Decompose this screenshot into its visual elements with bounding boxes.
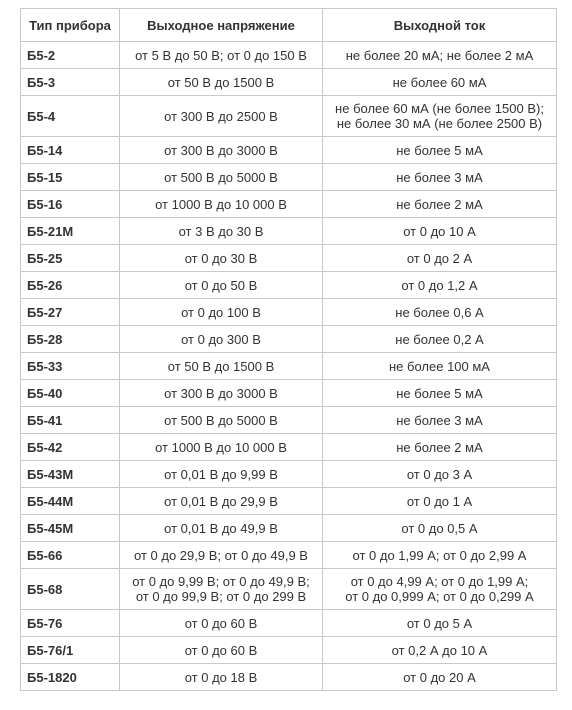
output-voltage-cell xyxy=(120,515,323,542)
output-voltage-cell xyxy=(120,245,323,272)
device-type-cell: Б5-1820 xyxy=(21,664,120,691)
output-current-cell xyxy=(323,542,557,569)
output-voltage-cell xyxy=(120,664,323,691)
table-row xyxy=(21,380,557,407)
device-type-cell: Б5-45М xyxy=(21,515,120,542)
table-row xyxy=(21,326,557,353)
device-type-cell: Б5-42 xyxy=(21,434,120,461)
voltage-line: от 3 В до 30 В xyxy=(178,223,264,239)
power-supply-table xyxy=(20,8,557,691)
voltage-line: от 0 до 30 В xyxy=(184,250,258,266)
output-voltage-cell xyxy=(120,569,323,610)
current-line: не более 3 мА xyxy=(396,169,483,185)
output-voltage-cell xyxy=(120,42,323,69)
voltage-line: от 0 до 60 В xyxy=(184,615,258,631)
current-line: от 0 до 5 А xyxy=(406,615,473,631)
device-type-cell: Б5-76 xyxy=(21,610,120,637)
output-voltage-cell xyxy=(120,434,323,461)
output-voltage-cell xyxy=(120,69,323,96)
current-line: не более 100 мА xyxy=(389,358,490,374)
device-type-cell: Б5-28 xyxy=(21,326,120,353)
header-device-type: Тип прибора xyxy=(21,9,120,42)
table-row xyxy=(21,434,557,461)
current-line: не более 2 мА xyxy=(396,439,483,455)
output-current-cell xyxy=(323,299,557,326)
current-line: не более 5 мА xyxy=(396,142,483,158)
voltage-line: от 1000 В до 10 000 В xyxy=(155,196,287,212)
table-row xyxy=(21,353,557,380)
current-line: не более 5 мА xyxy=(396,385,483,401)
device-type-cell: Б5-40 xyxy=(21,380,120,407)
voltage-line: от 0,01 В до 29,9 В xyxy=(164,493,278,509)
current-line: от 0 до 4,99 А; от 0 до 1,99 А; xyxy=(350,574,529,589)
current-line: от 0,2 А до 10 А xyxy=(391,642,488,658)
output-current-cell xyxy=(323,461,557,488)
current-line: не более 60 мА (не более 1500 В); xyxy=(335,101,544,116)
output-current-cell xyxy=(323,380,557,407)
voltage-line: от 5 В до 50 В; от 0 до 150 В xyxy=(135,47,307,63)
voltage-line: от 300 В до 2500 В xyxy=(164,108,278,124)
device-type-cell: Б5-33 xyxy=(21,353,120,380)
output-current-cell xyxy=(323,488,557,515)
table-row xyxy=(21,610,557,637)
current-line: не более 60 мА xyxy=(392,74,487,90)
output-voltage-cell xyxy=(120,407,323,434)
output-voltage-cell xyxy=(120,353,323,380)
output-current-cell xyxy=(323,407,557,434)
table-row xyxy=(21,137,557,164)
table-row xyxy=(21,164,557,191)
current-line: от 0 до 10 А xyxy=(403,223,476,239)
table-row xyxy=(21,461,557,488)
device-type-cell: Б5-27 xyxy=(21,299,120,326)
header-output-current: Выходной ток xyxy=(323,9,557,42)
output-current-cell xyxy=(323,191,557,218)
current-line: от 0 до 0,999 А; от 0 до 0,299 А xyxy=(345,589,534,604)
table-row xyxy=(21,42,557,69)
voltage-line: от 0,01 В до 49,9 В xyxy=(164,520,278,536)
output-current-cell xyxy=(323,434,557,461)
table-row xyxy=(21,191,557,218)
table-row xyxy=(21,69,557,96)
device-type-cell: Б5-3 xyxy=(21,69,120,96)
voltage-line: от 0 до 300 В xyxy=(181,331,261,347)
voltage-line: от 0 до 100 В xyxy=(181,304,261,320)
current-line: не более 3 мА xyxy=(396,412,483,428)
device-type-cell: Б5-76/1 xyxy=(21,637,120,664)
output-voltage-cell xyxy=(120,637,323,664)
current-line: от 0 до 1,99 А; от 0 до 2,99 А xyxy=(352,547,527,563)
current-line: от 0 до 0,5 А xyxy=(401,520,478,536)
device-type-cell: Б5-43М xyxy=(21,461,120,488)
table-row xyxy=(21,569,557,610)
table-row xyxy=(21,542,557,569)
table-row xyxy=(21,515,557,542)
output-current-cell xyxy=(323,664,557,691)
output-current-cell xyxy=(323,69,557,96)
device-type-cell: Б5-14 xyxy=(21,137,120,164)
table-row xyxy=(21,272,557,299)
voltage-line: от 0 до 9,99 В; от 0 до 49,9 В; xyxy=(132,574,310,589)
device-type-cell: Б5-16 xyxy=(21,191,120,218)
output-voltage-cell xyxy=(120,164,323,191)
device-type-cell: Б5-15 xyxy=(21,164,120,191)
output-voltage-cell xyxy=(120,488,323,515)
output-current-cell xyxy=(323,610,557,637)
current-line: не более 0,2 А xyxy=(395,331,484,347)
table-row xyxy=(21,218,557,245)
voltage-line: от 0,01 В до 9,99 В xyxy=(164,466,278,482)
output-voltage-cell xyxy=(120,461,323,488)
output-current-cell xyxy=(323,272,557,299)
current-line: от 0 до 1 А xyxy=(406,493,473,509)
voltage-line: от 500 В до 5000 В xyxy=(164,412,278,428)
table-body xyxy=(21,42,557,691)
current-line: не более 2 мА xyxy=(396,196,483,212)
output-voltage-cell xyxy=(120,326,323,353)
table-row xyxy=(21,407,557,434)
table-container xyxy=(20,8,557,691)
device-type-cell: Б5-68 xyxy=(21,569,120,610)
device-type-cell: Б5-25 xyxy=(21,245,120,272)
voltage-line: от 0 до 99,9 В; от 0 до 299 В xyxy=(135,589,307,604)
header-row xyxy=(21,9,557,42)
output-voltage-cell xyxy=(120,380,323,407)
output-voltage-cell xyxy=(120,137,323,164)
device-type-cell: Б5-66 xyxy=(21,542,120,569)
voltage-line: от 0 до 60 В xyxy=(184,642,258,658)
current-line: не более 0,6 А xyxy=(395,304,484,320)
output-current-cell xyxy=(323,42,557,69)
output-current-cell xyxy=(323,245,557,272)
current-line: от 0 до 1,2 А xyxy=(401,277,478,293)
voltage-line: от 0 до 50 В xyxy=(184,277,258,293)
output-voltage-cell xyxy=(120,542,323,569)
voltage-line: от 500 В до 5000 В xyxy=(164,169,278,185)
output-current-cell xyxy=(323,569,557,610)
current-line: от 0 до 20 А xyxy=(403,669,476,685)
device-type-cell: Б5-2 xyxy=(21,42,120,69)
output-voltage-cell xyxy=(120,218,323,245)
voltage-line: от 300 В до 3000 В xyxy=(164,385,278,401)
output-voltage-cell xyxy=(120,610,323,637)
table-row xyxy=(21,245,557,272)
table-row xyxy=(21,96,557,137)
output-current-cell xyxy=(323,637,557,664)
voltage-line: от 1000 В до 10 000 В xyxy=(155,439,287,455)
voltage-line: от 50 В до 1500 В xyxy=(167,358,275,374)
current-line: не более 20 мА; не более 2 мА xyxy=(345,47,534,63)
output-current-cell xyxy=(323,218,557,245)
voltage-line: от 50 В до 1500 В xyxy=(167,74,275,90)
output-current-cell xyxy=(323,326,557,353)
table-row xyxy=(21,488,557,515)
output-voltage-cell xyxy=(120,191,323,218)
output-voltage-cell xyxy=(120,96,323,137)
header-output-voltage: Выходное напряжение xyxy=(120,9,323,42)
output-current-cell xyxy=(323,515,557,542)
table-row xyxy=(21,299,557,326)
device-type-cell: Б5-4 xyxy=(21,96,120,137)
output-current-cell xyxy=(323,96,557,137)
output-voltage-cell xyxy=(120,299,323,326)
voltage-line: от 0 до 18 В xyxy=(184,669,258,685)
current-line: от 0 до 2 А xyxy=(406,250,473,266)
current-line: от 0 до 3 А xyxy=(406,466,473,482)
table-row xyxy=(21,664,557,691)
output-current-cell xyxy=(323,164,557,191)
output-current-cell xyxy=(323,353,557,380)
device-type-cell: Б5-21М xyxy=(21,218,120,245)
device-type-cell: Б5-44М xyxy=(21,488,120,515)
current-line: не более 30 мА (не более 2500 В) xyxy=(336,116,543,131)
table-row xyxy=(21,637,557,664)
output-current-cell xyxy=(323,137,557,164)
voltage-line: от 0 до 29,9 В; от 0 до 49,9 В xyxy=(134,547,308,563)
voltage-line: от 300 В до 3000 В xyxy=(164,142,278,158)
output-voltage-cell xyxy=(120,272,323,299)
device-type-cell: Б5-41 xyxy=(21,407,120,434)
device-type-cell: Б5-26 xyxy=(21,272,120,299)
